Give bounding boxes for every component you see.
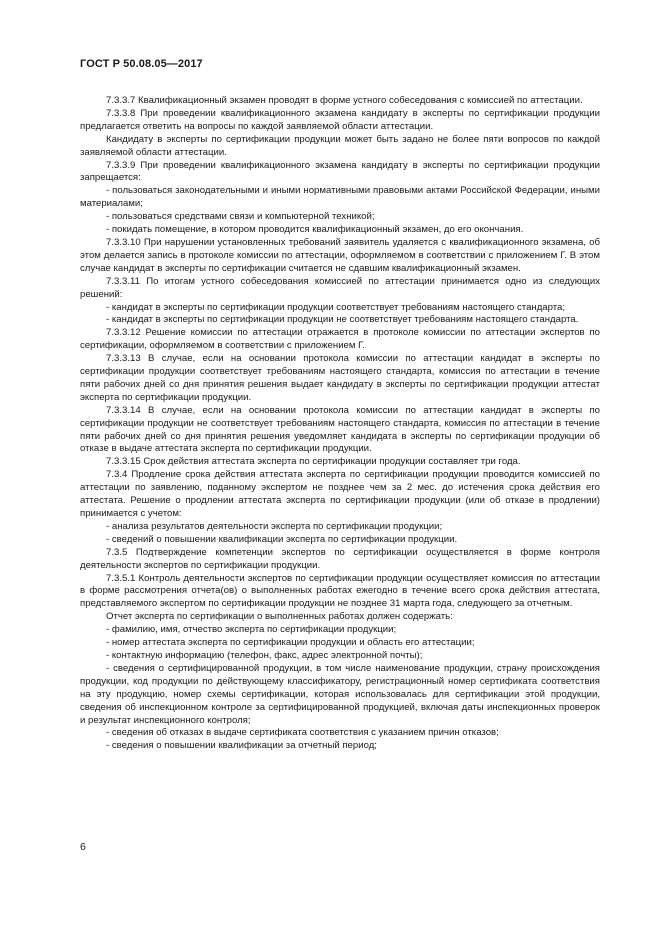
list-item: - пользоваться средствами связи и компьютерной техникой; bbox=[106, 211, 375, 223]
paragraph: Отчет эксперта по сертификации о выполненных работах должен содержать: bbox=[106, 611, 453, 623]
paragraph: 7.3.3.7 Квалификационный экзамен проводят в форме устного собеседования с комиссией по аттестации. bbox=[106, 95, 583, 106]
list-item: - фамилию, имя, отчество эксперта по сертификации продукции; bbox=[106, 624, 397, 636]
list-item: - номер аттестата эксперта по сертификации продукции и область его аттестации; bbox=[106, 637, 475, 649]
list-item: - анализа результатов деятельности эксперта по сертификации продукции; bbox=[106, 520, 443, 532]
paragraph: 7.3.5.1 Контроль деятельности экспертов по сертификации продукции осуществляет комиссия по аттестации в форме рассмотрения отчета(ов) о выполненных работах ежегодно в течение всего срока действия аттестата, представляемого экспертом по сертификации продукции не позднее 31 марта года, следующего за отчетным. bbox=[80, 572, 600, 610]
list-item: - сведения об отказах в выдаче сертификата соответствия с указанием причин отказов; bbox=[106, 727, 499, 739]
list-item: - контактную информацию (телефон, факс, адрес электронной почты); bbox=[106, 649, 423, 661]
paragraph: 7.3.3.9 При проведении квалификационного экзамена кандидату в эксперты по сертификации продукции запрещается: bbox=[80, 159, 600, 184]
page-number: 6 bbox=[80, 841, 86, 853]
paragraph: 7.3.3.15 Срок действия аттестата эксперта по сертификации продукции составляет три года. bbox=[106, 456, 521, 468]
list-item: - кандидат в эксперты по сертификации продукции соответствует требованиям настоящего стандарта; bbox=[106, 301, 566, 313]
paragraph: 7.3.5 Подтверждение компетенции экспертов по сертификации осуществляется в форме контроля деятельности экспертов по сертификации продукции. bbox=[80, 546, 600, 571]
paragraph: 7.3.3.14 В случае, если на основании протокола комиссии по аттестации кандидат в эксперты по сертификации продукции не соответствует требованиям настоящего стандарта, комиссия по аттестации в течение пяти рабочих дней со дня принятия решения уведомляет кандидата в эксперты по сертификации продукции об отказе в выдаче аттестата эксперта по сертификации продукции. bbox=[80, 404, 600, 455]
paragraph: Кандидату в эксперты по сертификации продукции может быть задано не более пяти вопросов по каждой заявляемой области аттестации. bbox=[80, 133, 600, 158]
list-item: - сведения о сертифицированной продукции, в том числе наименование продукции, страну происхождения продукции, код продукции по действующему классификатору, регистрационный номер сертификата соответствия на эту продукцию, номер схемы сертификации, которая использовалась для сертификации этой продукции, сведения об инспекционном контроле за сертифицированной продукцией, включая даты инспекционных проверок и результат инспекционного контроля; bbox=[80, 662, 600, 726]
paragraph: 7.3.3.10 При нарушении установленных требований заявитель удаляется с квалификационного экзамена, об этом делается запись в протоколе комиссии по аттестации, оформляемом в соответствии с приложением Г. В этом случае кандидат в эксперты по сертификации считается не сдавшим квалификационный экзамен. bbox=[80, 236, 600, 274]
paragraph: 7.3.4 Продление срока действия аттестата эксперта по сертификации продукции проводится комиссией по аттестации по заявлению, поданному экспертом не позднее чем за 2 мес. до истечения срока действия его аттестата. Решение о продлении аттестата эксперта по сертификации продукции (или об отказе в продлении) принимается с учетом: bbox=[80, 469, 600, 519]
paragraph: 7.3.3.13 В случае, если на основании протокола комиссии по аттестации кандидат в эксперты по сертификации продукции соответствует требованиям настоящего стандарта, комиссия по аттестации в течение пяти рабочих дней со дня принятия решения выдает кандидату в эксперты по сертификации продукции аттестат эксперта по сертификации продукции. bbox=[80, 353, 600, 403]
list-item: - пользоваться законодательными и иными нормативными правовыми актами Российской Федерации, иными материалами; bbox=[80, 185, 600, 210]
list-item: - кандидат в эксперты по сертификации продукции не соответствует требованиям настоящего стандарта. bbox=[106, 314, 579, 326]
document-header: ГОСТ Р 50.08.05—2017 bbox=[80, 58, 203, 70]
paragraph: 7.3.3.8 При проведении квалификационного экзамена кандидату в эксперты по сертификации продукции предлагается ответить на вопросы по каждой заявляемой области аттестации. bbox=[80, 107, 600, 132]
paragraph: 7.3.3.11 По итогам устного собеседования комиссией по аттестации принимается одно из следующих решений: bbox=[80, 275, 600, 300]
document-body bbox=[80, 95, 600, 753]
list-item: - сведения о повышении квалификации за отчетный период; bbox=[106, 740, 377, 752]
list-item: - покидать помещение, в котором проводится квалификационный экзамен, до его окончания. bbox=[106, 224, 524, 236]
list-item: - сведений о повышении квалификации эксперта по сертификации продукции. bbox=[106, 533, 458, 545]
paragraph: 7.3.3.12 Решение комиссии по аттестации отражается в протоколе комиссии по аттестации экспертов по сертификации, оформляемом в соответствии с приложением Г. bbox=[80, 327, 600, 352]
